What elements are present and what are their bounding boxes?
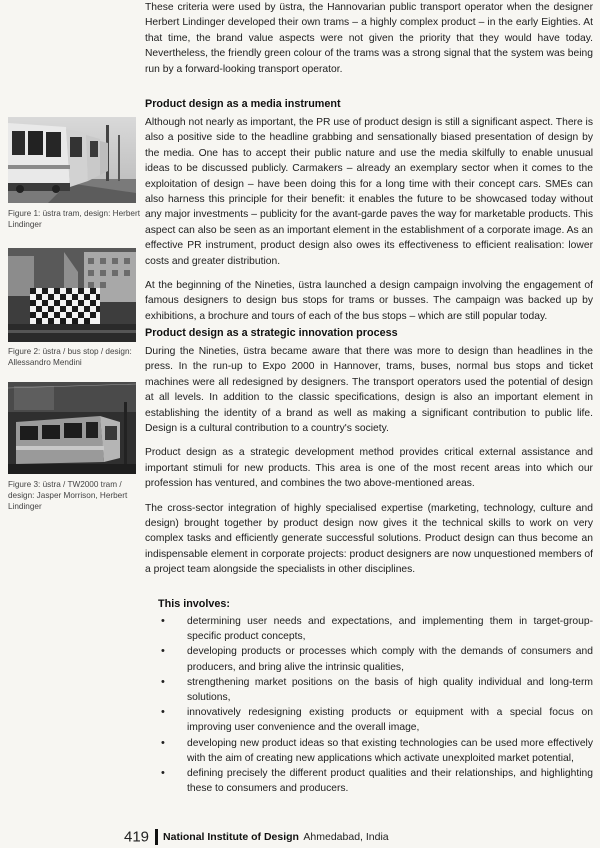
figure-3-image bbox=[8, 382, 136, 474]
footer-divider bbox=[155, 829, 158, 845]
figure-3-caption: Figure 3: üstra / TW2000 tram / design: Jasper Morrison, Herbert Lindinger bbox=[8, 480, 128, 511]
section-media-instrument bbox=[145, 97, 593, 324]
list-item: • strengthening market positions on the basis of high quality individual and long-term solutions, bbox=[161, 675, 593, 704]
involves-block bbox=[158, 597, 593, 796]
involves-list bbox=[158, 614, 593, 796]
involves-heading: This involves: bbox=[158, 598, 230, 610]
list-item: • determining user needs and expectations, and implementing them in target-group-specific product concepts, bbox=[161, 615, 593, 643]
bullet-icon: • bbox=[161, 706, 165, 719]
list-item: • defining precisely the different product qualities and their relationships, and highlighting these to consumers and producers. bbox=[161, 767, 593, 795]
list-item: • developing products or processes which comply with the demands of consumers and producers, and bring alive the intrinsic qualities, bbox=[161, 645, 593, 673]
figure-1-image bbox=[8, 117, 136, 203]
bullet-icon: • bbox=[161, 645, 165, 658]
list-item: • developing new product ideas so that existing technologies can be used more effectively with the aim of creating new applications which activate unexploited market potential, bbox=[161, 736, 593, 764]
intro-block bbox=[145, 0, 593, 77]
figure-2-image bbox=[8, 248, 136, 342]
page-number: 419 bbox=[124, 828, 150, 846]
strategic-innovation-paragraph-1: During the Nineties, üstra became aware that there was more to design than headlines in the press. In the run-up to Expo 2000 in Hannover, trams, buses, normal bus stops and ticket machines were all redesigned by designers. The transport operators used the potential of design at all levels. In addition to the classic specifications, design is also an important element in establishing the identity of a brand as well as making a significant contribution to public life. Design is a cultural contribution to a country's society. bbox=[145, 346, 593, 435]
bullet-icon: • bbox=[161, 736, 165, 749]
bullet-icon: • bbox=[161, 767, 165, 780]
media-instrument-paragraph-1: Although not nearly as important, the PR use of product design is still a significant aspect. There is also a positive side to the headline grabbing and sensationally biased presentation of design by the media. One has to accept their public nature and use the media skilfully to enable unusual ideas to be discussed publicly. Carmakers – already an exemplary sector when it comes to the exploitation of design – have been doing this for a long time with their concept cars. SMEs can also harness this principle for their benefit: it enables the future to be showcased today without any major investments – publicity for the avant-garde paves the way for marketable products. This aspect can also be seen as an important element in the establishment of a corporate image. As an effective PR instrument, product design also owes its effectiveness to efficient realisation: lower costs and greater distribution. bbox=[145, 117, 593, 267]
footer-location: Ahmedabad, India bbox=[303, 830, 389, 843]
figure-1-caption: Figure 1: üstra tram, design: Herbert Lindinger bbox=[8, 209, 140, 229]
bullet-icon: • bbox=[161, 615, 165, 627]
intro-paragraph: These criteria were used by üstra, the Hannovarian public transport operator when the designer Herbert Lindinger developed their own trams – a highly complex product – in the early Eighties. At that time, the brand value aspects were not given the priority that they would have today. Nevertheless, the friendly green colour of the trams was a strong signal that the system was being run by a forward-looking transport operator. bbox=[145, 2, 593, 75]
strategic-innovation-paragraph-3: The cross-sector integration of highly specialised expertise (marketing, technology, culture and design) brought together by product design now gives it the technical skills to work on very complex tasks and efficiently generate successful solutions. Product design can thus become an indispensable element in corporate projects: product designers are now unquestioned members of a project team alongside the specialists in other disciplines. bbox=[145, 502, 593, 576]
figure-2-caption: Figure 2: üstra / bus stop / design: Allessandro Mendini bbox=[8, 347, 132, 367]
strategic-innovation-paragraph-2: Product design as a strategic development method provides critical external assistance and important stimuli for new products. This area is one of the most recent areas into which our profession has ventured, and combines the two above-mentioned areas. bbox=[145, 447, 593, 490]
list-item: • innovatively redesigning existing products or equipment with a special focus on improving user convenience and the overall image, bbox=[161, 706, 593, 734]
section-strategic-innovation bbox=[145, 326, 593, 578]
page-footer bbox=[124, 828, 389, 846]
section-heading-strategic-innovation: Product design as a strategic innovation process bbox=[145, 327, 398, 339]
media-instrument-paragraph-2: At the beginning of the Nineties, üstra launched a design campaign involving the engagement of famous designers to design bus stops for trams or busses. The campaign was backed up by exhibitions, a brochure and tours of each of the bus stops – which are still popular today. bbox=[145, 280, 593, 322]
bullet-icon: • bbox=[161, 675, 165, 688]
footer-institution: National Institute of Design bbox=[163, 830, 299, 843]
section-heading-media-instrument: Product design as a media instrument bbox=[145, 98, 341, 110]
